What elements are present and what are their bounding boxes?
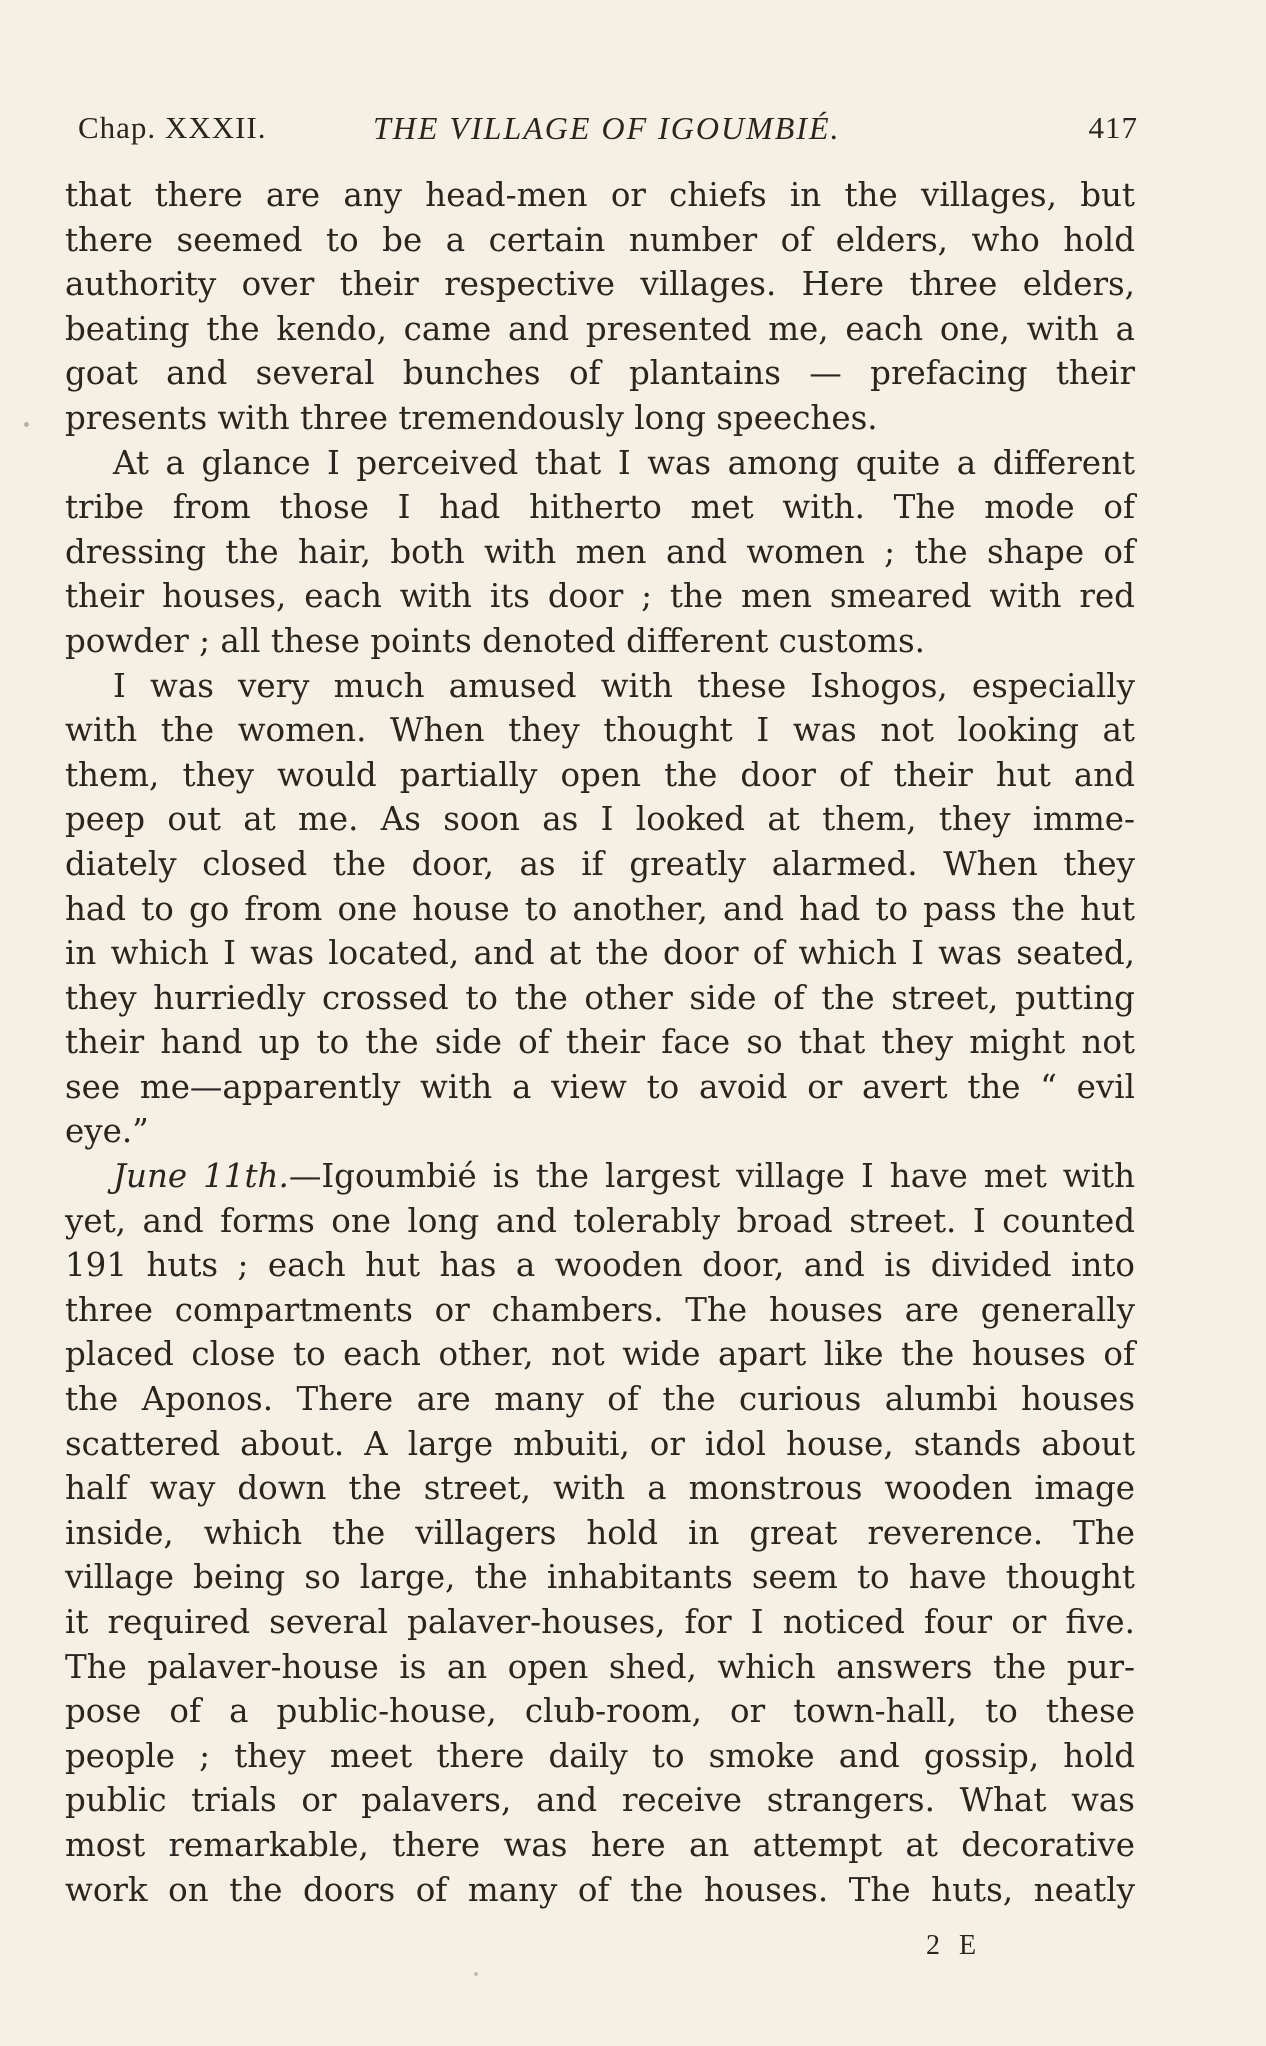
text-line: there seemed to be a certain number of elders, who hold	[65, 220, 1135, 259]
text-line: see me—apparently with a view to avoid or avert the “ evil	[65, 1067, 1135, 1106]
text-line: diately closed the door, as if greatly alarmed. When they	[65, 844, 1135, 883]
text-line: they hurriedly crossed to the other side of the street, putting	[65, 978, 1135, 1017]
chapter-title: THE VILLAGE OF IGOUMBIÉ.	[373, 110, 841, 146]
text-line: peep out at me. As soon as I looked at them, they imme-	[65, 800, 1135, 839]
dated-entry-line	[65, 1154, 1135, 1199]
text-line: work on the doors of many of the houses. The huts, neatly	[65, 1870, 1135, 1909]
text-line: most remarkable, there was here an attempt at decorative	[65, 1825, 1135, 1864]
text-line: it required several palaver-houses, for I noticed four or five.	[65, 1603, 1135, 1641]
text-line: eye.”	[65, 1112, 149, 1151]
page-number: 417	[1088, 110, 1138, 145]
date-day: 11th.	[203, 1157, 289, 1196]
text-line: inside, which the villagers hold in great reverence. The	[65, 1513, 1135, 1552]
text-line: people ; they meet there daily to smoke and gossip, hold	[65, 1736, 1135, 1775]
text-line: authority over their respective villages. Here three elders,	[65, 265, 1135, 304]
text-line: pose of a public-house, club-room, or town-hall, to these	[65, 1692, 1135, 1731]
text-line: village being so large, the inhabitants seem to have thought	[65, 1558, 1135, 1597]
text-line: scattered about. A large mbuiti, or idol house, stands about	[65, 1424, 1135, 1463]
text-line: that there are any head-men or chiefs in the villages, but	[65, 176, 1135, 214]
text-line: 191 huts ; each hut has a wooden door, and is divided into	[65, 1246, 1135, 1285]
text-line: the Aponos. There are many of the curious alumbi houses	[65, 1380, 1135, 1419]
text-line: presents with three tremendously long speeches.	[65, 398, 878, 437]
margin-speck	[24, 422, 29, 427]
text-line: placed close to each other, not wide apart like the houses of	[65, 1335, 1135, 1374]
running-header	[78, 110, 1138, 150]
text-line: their houses, each with its door ; the men smeared with red	[65, 577, 1135, 616]
text-line: yet, and forms one long and tolerably broad street. I counted	[65, 1201, 1135, 1240]
printer-signature-mark: 2 E	[926, 1930, 983, 1961]
text-line: goat and several bunches of plantains — prefacing their	[65, 354, 1135, 393]
dated-entry-text: —Igoumbié is the largest village I have met with	[288, 1157, 1135, 1196]
body-text	[65, 173, 1135, 1912]
text-line: their hand up to the side of their face so that they might not	[65, 1023, 1135, 1062]
margin-speck	[474, 1972, 478, 1976]
text-line: public trials or palavers, and receive strangers. What was	[65, 1781, 1135, 1820]
date-month: June	[113, 1157, 188, 1196]
paragraph-start-line: At a glance I perceived that I was among quite a different	[113, 443, 1135, 482]
text-line: powder ; all these points denoted different customs.	[65, 621, 925, 660]
text-line: in which I was located, and at the door of which I was seated,	[65, 934, 1135, 973]
text-line: tribe from those I had hitherto met with. The mode of	[65, 488, 1135, 527]
text-line: The palaver-house is an open shed, which answers the pur-	[65, 1647, 1135, 1686]
text-line: with the women. When they thought I was not looking at	[65, 711, 1135, 750]
chapter-label: Chap. XXXII.	[78, 110, 267, 145]
paragraph-start-line: I was very much amused with these Ishogos, especially	[113, 666, 1135, 705]
text-line: beating the kendo, came and presented me, each one, with a	[65, 309, 1135, 348]
text-line: had to go from one house to another, and had to pass the hut	[65, 889, 1135, 928]
text-line: dressing the hair, both with men and women ; the shape of	[65, 532, 1135, 571]
text-line: three compartments or chambers. The houses are generally	[65, 1290, 1135, 1329]
text-line: half way down the street, with a monstrous wooden image	[65, 1469, 1135, 1508]
text-line: them, they would partially open the door of their hut and	[65, 755, 1135, 794]
